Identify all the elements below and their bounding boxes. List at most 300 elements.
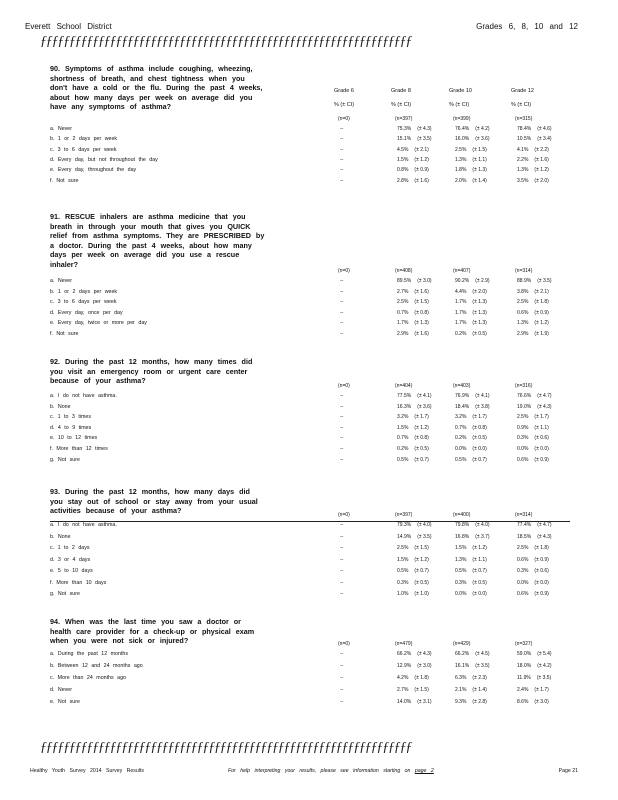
percent-value: 18.5% [517, 533, 532, 540]
result-cell [340, 289, 343, 295]
result-cell [455, 393, 490, 399]
percent-value: -- [340, 591, 344, 597]
result-cell [455, 414, 487, 420]
percent-value: 1.8% [455, 167, 467, 174]
percent-value: -- [340, 446, 344, 452]
answer-option-label: g. Not sure [50, 456, 80, 463]
percent-value: -- [340, 533, 344, 540]
result-cell [340, 126, 343, 132]
confidence-interval: (± 1.1) [472, 556, 487, 563]
question-number: 93. [50, 487, 60, 496]
percent-value: 2.5% [517, 299, 529, 306]
percent-value: 88.9% [517, 278, 532, 284]
confidence-interval: (± 2.3) [472, 675, 487, 681]
result-cell [517, 568, 549, 574]
result-cell [455, 136, 490, 142]
confidence-interval: (± 2.2) [534, 146, 549, 153]
question-text [50, 212, 265, 269]
result-cell [517, 446, 549, 452]
question-text [50, 64, 265, 112]
percent-value: -- [340, 663, 344, 669]
answer-option-label: d. 3 or 4 days [50, 556, 91, 563]
percent-value: 0.6% [517, 556, 529, 563]
percent-value: 2.1% [455, 687, 467, 693]
grades-label: Grades 6, 8, 10 and 12 [476, 22, 578, 31]
result-cell [340, 435, 343, 441]
result-cell [340, 310, 343, 316]
result-cell [455, 320, 487, 326]
confidence-interval: (± 1.7) [534, 687, 549, 693]
percent-value: 18.4% [455, 403, 470, 410]
sample-size: (n=314) [515, 268, 533, 274]
percent-value: 15.1% [397, 136, 412, 143]
answer-option-label: c. 3 to 6 days per week [50, 299, 117, 306]
percent-value: -- [340, 568, 344, 574]
confidence-interval: (± 1.5) [414, 299, 429, 306]
result-cell [397, 136, 432, 142]
footer-help-prefix: For help interpreting your results, please see information starting on [228, 768, 411, 774]
confidence-interval: (± 4.0) [417, 522, 432, 528]
result-cell [517, 591, 549, 597]
confidence-interval: (± 5.4) [537, 651, 552, 657]
confidence-interval: (± 1.2) [414, 156, 429, 163]
answer-option-label: d. 4 to 9 times [50, 424, 92, 431]
footer-survey-title: Healthy Youth Survey 2014 Survey Results [30, 768, 144, 774]
confidence-interval: (± 1.2) [534, 167, 549, 174]
percent-value: 1.5% [455, 545, 467, 551]
question-94 [50, 617, 570, 705]
column-header-stat: % (± CI) [511, 102, 532, 108]
percent-value: 2.5% [517, 545, 529, 551]
answer-option-label: c. 3 to 6 days per week [50, 146, 117, 153]
confidence-interval: (± 2.1) [414, 146, 429, 153]
percent-value: 19.0% [517, 403, 532, 410]
confidence-interval: (± 1.3) [472, 309, 487, 316]
result-cell [517, 534, 552, 540]
result-cell [340, 699, 343, 705]
result-cell [397, 675, 429, 681]
result-cell [397, 699, 432, 705]
confidence-interval: (± 0.5) [472, 435, 487, 442]
percent-value: 90.2% [455, 278, 470, 284]
question-92 [50, 357, 570, 463]
percent-value: 2.5% [455, 146, 467, 153]
result-cell [455, 557, 487, 563]
percent-value: 0.5% [397, 568, 409, 574]
result-cell [517, 147, 549, 153]
percent-value: 2.5% [517, 414, 529, 421]
confidence-interval: (± 1.3) [472, 320, 487, 327]
confidence-interval: (± 3.6) [417, 403, 432, 410]
confidence-interval: (± 1.2) [414, 556, 429, 563]
result-cell [340, 534, 343, 540]
question-number: 90. [50, 64, 60, 73]
result-cell [517, 699, 549, 705]
confidence-interval: (± 0.5) [414, 446, 429, 452]
result-cell [340, 157, 343, 163]
confidence-interval: (± 0.5) [414, 579, 429, 586]
confidence-interval: (± 1.6) [414, 288, 429, 295]
confidence-interval: (± 4.3) [417, 651, 432, 657]
confidence-interval: (± 3.6) [475, 136, 490, 143]
percent-value: 16.0% [455, 136, 470, 143]
confidence-interval: (± 1.0) [414, 591, 429, 597]
answer-option-label: e. 5 to 10 days [50, 568, 93, 574]
percent-value: 0.6% [517, 591, 529, 597]
column-header-grade: Grade 10 [449, 88, 472, 94]
confidence-interval: (± 1.8) [414, 675, 429, 681]
percent-value: 2.0% [455, 177, 467, 184]
answer-option-label: b. None [50, 403, 71, 410]
sample-size: (n=397) [395, 512, 413, 518]
confidence-interval: (± 1.4) [472, 177, 487, 184]
percent-value: 4.5% [397, 146, 409, 153]
result-cell [340, 178, 343, 184]
percent-value: 4.1% [517, 146, 529, 153]
result-cell [397, 147, 429, 153]
confidence-interval: (± 0.6) [534, 435, 549, 442]
percent-value: 1.7% [397, 320, 409, 327]
result-cell [455, 404, 490, 410]
result-cell [397, 557, 429, 563]
percent-value: 2.9% [397, 331, 409, 337]
percent-value: 0.9% [517, 424, 529, 431]
confidence-interval: (± 1.3) [414, 320, 429, 327]
percent-value: 1.5% [397, 156, 409, 163]
confidence-interval: (± 4.2) [475, 126, 490, 132]
sample-size: (n=314) [515, 512, 533, 518]
column-header-stat: % (± CI) [449, 102, 470, 108]
result-cell [517, 557, 549, 563]
result-cell [340, 299, 343, 305]
confidence-interval: (± 4.2) [537, 663, 552, 669]
confidence-interval: (± 4.6) [537, 126, 552, 132]
sample-size: (n=400) [453, 512, 471, 518]
confidence-interval: (± 2.1) [534, 288, 549, 295]
confidence-interval: (± 3.5) [417, 533, 432, 540]
result-cell [397, 568, 429, 574]
result-cell [455, 580, 487, 586]
question-text [50, 357, 265, 386]
question-text [50, 617, 265, 646]
result-cell [397, 331, 429, 337]
result-cell [517, 157, 549, 163]
result-cell [517, 687, 549, 693]
result-cell [455, 278, 490, 284]
percent-value: 0.8% [397, 167, 409, 174]
question-body: When was the last time you saw a doctor or health care provider for a check-up or physical exam when you were not sick or injured? [50, 617, 255, 645]
result-cell [455, 675, 487, 681]
percent-value: 0.3% [397, 579, 409, 586]
result-cell [397, 178, 429, 184]
confidence-interval: (± 3.5) [475, 663, 490, 669]
percent-value: 4.2% [397, 675, 409, 681]
confidence-interval: (± 4.7) [537, 522, 552, 528]
result-cell [397, 393, 432, 399]
percent-value: 2.2% [517, 156, 529, 163]
percent-value: 0.5% [455, 456, 467, 463]
percent-value: -- [340, 699, 344, 705]
percent-value: 77.5% [397, 393, 412, 399]
result-cell [455, 522, 490, 528]
result-cell [340, 580, 343, 586]
percent-value: -- [340, 299, 344, 306]
sample-size: (n=316) [515, 383, 533, 389]
answer-option-label: b. 1 or 2 days per week [50, 288, 118, 295]
answer-option-label: b. Between 12 and 24 months ago [50, 663, 143, 669]
result-cell [397, 404, 432, 410]
result-cell [340, 425, 343, 431]
result-cell [517, 289, 549, 295]
question-body: RESCUE inhalers are asthma medicine that you breath in through your mouth that gives you QUICK relief from asthma symptoms. They are PRESCRIBED by a doctor. During the past 4 weeks, about how many days per week on average did you use a rescue inhaler? [50, 212, 265, 269]
result-cell [517, 178, 549, 184]
result-cell [340, 457, 343, 463]
column-header-stat: % (± CI) [391, 102, 412, 108]
sample-size: (n=315) [515, 116, 533, 122]
result-cell [517, 435, 549, 441]
percent-value: -- [340, 424, 344, 431]
result-cell [340, 331, 343, 337]
result-cell [397, 446, 429, 452]
result-cell [517, 167, 549, 173]
percent-value: 1.3% [455, 556, 467, 563]
sample-size: (n=0) [338, 116, 350, 122]
district-name: Everett School District [25, 22, 112, 31]
percent-value: 9.3% [455, 699, 467, 705]
confidence-interval: (± 1.4) [472, 687, 487, 693]
question-body: During the past 12 months, how many times did you visit an emergency room or urgent care center because of your asthma? [50, 357, 253, 385]
answer-option-label: e. Every day, throughout the day [50, 167, 137, 174]
confidence-interval: (± 0.5) [472, 331, 487, 337]
percent-value: 1.5% [397, 424, 409, 431]
answer-option-label: c. 1 to 3 times [50, 414, 91, 421]
confidence-interval: (± 3.5) [536, 675, 552, 681]
sample-size: (n=0) [338, 641, 350, 647]
confidence-interval: (± 0.0) [472, 446, 487, 452]
confidence-interval: (± 0.0) [534, 446, 549, 452]
question-number: 92. [50, 357, 60, 366]
result-cell [397, 425, 429, 431]
percent-value: -- [340, 556, 344, 563]
result-cell [455, 651, 490, 657]
percent-value: -- [340, 393, 344, 399]
divider-line [50, 521, 570, 522]
sample-size: (n=408) [395, 268, 413, 274]
answer-option-label: f. More than 10 days [50, 579, 107, 586]
confidence-interval: (± 1.5) [414, 687, 429, 693]
percent-value: -- [340, 309, 344, 316]
result-cell [517, 651, 552, 657]
result-cell [397, 320, 429, 326]
result-cell [455, 568, 487, 574]
result-cell [340, 278, 343, 284]
percent-value: 1.3% [517, 167, 529, 174]
result-cell [455, 591, 487, 597]
percent-value: 6.3% [455, 675, 467, 681]
result-cell [517, 393, 552, 399]
percent-value: -- [340, 156, 344, 163]
result-cell [517, 126, 552, 132]
answer-option-label: e. Not sure [50, 699, 80, 705]
question-text [50, 487, 265, 516]
percent-value: 77.4% [517, 522, 532, 528]
sample-size: (n=0) [338, 512, 350, 518]
result-cell [340, 393, 343, 399]
sample-size: (n=407) [453, 268, 471, 274]
result-cell [455, 446, 487, 452]
answer-option-label: a. I do not have asthma. [50, 393, 117, 399]
result-cell [455, 289, 487, 295]
result-cell [397, 663, 432, 669]
confidence-interval: (± 2.9) [475, 278, 490, 284]
footer-page-link[interactable]: page 2 [414, 768, 434, 774]
percent-value: -- [340, 675, 344, 681]
footer-page-number: Page 21 [558, 768, 578, 774]
confidence-interval: (± 1.2) [534, 320, 549, 327]
percent-value: -- [340, 126, 344, 132]
percent-value: -- [340, 177, 344, 184]
result-cell [455, 331, 487, 337]
result-cell [397, 167, 429, 173]
percent-value: 2.5% [397, 545, 409, 551]
percent-value: 1.7% [455, 299, 467, 306]
sample-size: (n=403) [453, 383, 471, 389]
percent-value: 0.0% [455, 446, 467, 452]
percent-value: 8.6% [517, 699, 529, 705]
confidence-interval: (± 1.8) [534, 299, 549, 306]
confidence-interval: (± 3.4) [537, 136, 552, 143]
percent-value: -- [340, 456, 344, 463]
percent-value: 12.9% [397, 663, 412, 669]
result-cell [340, 687, 343, 693]
percent-value: 0.0% [517, 579, 529, 586]
percent-value: 1.0% [397, 591, 409, 597]
sample-size: (n=479) [395, 641, 413, 647]
confidence-interval: (± 0.7) [472, 456, 487, 463]
confidence-interval: (± 3.1) [417, 699, 432, 705]
column-header-stat: % (± CI) [334, 102, 355, 108]
confidence-interval: (± 1.2) [472, 545, 487, 551]
confidence-interval: (± 1.6) [534, 156, 549, 163]
confidence-interval: (± 1.1) [534, 424, 549, 431]
answer-option-label: e. Every day, twice or more per day [50, 320, 147, 327]
percent-value: 1.5% [397, 556, 409, 563]
percent-value: 0.6% [517, 456, 529, 463]
sample-size: (n=0) [338, 268, 350, 274]
percent-value: -- [340, 403, 344, 410]
result-cell [517, 425, 549, 431]
result-cell [517, 299, 549, 305]
result-cell [397, 534, 432, 540]
percent-value: 11.9% [517, 675, 531, 681]
percent-value: 0.3% [517, 568, 529, 574]
column-header-grade: Grade 8 [391, 88, 411, 94]
confidence-interval: (± 2.0) [534, 177, 549, 184]
percent-value: 16.1% [455, 663, 470, 669]
result-cell [340, 568, 343, 574]
confidence-interval: (± 1.1) [472, 156, 487, 163]
confidence-interval: (± 3.5) [417, 136, 432, 143]
result-cell [340, 522, 343, 528]
result-cell [340, 320, 343, 326]
percent-value: 0.0% [455, 591, 467, 597]
result-cell [397, 457, 429, 463]
percent-value: -- [340, 331, 344, 337]
result-cell [340, 446, 343, 452]
result-cell [455, 435, 487, 441]
result-cell [455, 157, 487, 163]
column-header-grade: Grade 6 [334, 88, 354, 94]
header-rule: ƒƒƒƒƒƒƒƒƒƒƒƒƒƒƒƒƒƒƒƒƒƒƒƒƒƒƒƒƒƒƒƒƒƒƒƒƒƒƒƒƒƒƒƒƒƒƒƒƒƒƒƒƒƒƒƒƒƒƒƒƒƒƒƒ [40, 34, 412, 49]
confidence-interval: (± 0.8) [414, 435, 429, 442]
answer-option-label: f. Not sure [50, 331, 79, 337]
percent-value: 66.2% [455, 651, 470, 657]
confidence-interval: (± 0.5) [472, 579, 487, 586]
result-cell [397, 651, 432, 657]
percent-value: 1.7% [455, 320, 467, 327]
confidence-interval: (± 1.7) [414, 414, 429, 421]
answer-option-label: c. More than 24 months ago [50, 675, 126, 681]
percent-value: -- [340, 278, 344, 284]
confidence-interval: (± 1.2) [414, 424, 429, 431]
confidence-interval: (± 0.0) [472, 591, 487, 597]
percent-value: -- [340, 320, 344, 327]
percent-value: 3.2% [455, 414, 467, 421]
answer-option-label: f. More than 12 times [50, 446, 108, 452]
result-cell [517, 414, 549, 420]
result-cell [340, 663, 343, 669]
percent-value: 0.6% [517, 309, 529, 316]
confidence-interval: (± 4.0) [475, 522, 490, 528]
confidence-interval: (± 1.5) [472, 146, 487, 153]
percent-value: -- [340, 288, 344, 295]
confidence-interval: (± 3.0) [534, 699, 549, 705]
percent-value: 78.4% [517, 126, 532, 132]
percent-value: 89.5% [397, 278, 412, 284]
question-body: Symptoms of asthma include coughing, wheezing, shortness of breath, and chest tightness when you don't have a cold or the flu. During the past 4 weeks, about how many days per week on average did you have any symptoms of asthma? [50, 64, 263, 111]
result-cell [455, 299, 487, 305]
percent-value: 2.9% [517, 331, 529, 337]
percent-value: 0.7% [397, 309, 409, 316]
confidence-interval: (± 3.8) [475, 403, 490, 410]
result-cell [455, 699, 487, 705]
sample-size: (n=327) [515, 641, 533, 647]
confidence-interval: (± 4.1) [417, 393, 432, 399]
confidence-interval: (± 1.3) [472, 299, 487, 306]
confidence-interval: (± 1.6) [414, 177, 429, 184]
confidence-interval: (± 3.7) [475, 533, 490, 540]
confidence-interval: (± 2.0) [472, 288, 487, 295]
result-cell [340, 136, 343, 142]
confidence-interval: (± 1.8) [534, 545, 549, 551]
sample-size: (n=397) [395, 116, 413, 122]
result-cell [397, 687, 429, 693]
confidence-interval: (± 0.9) [534, 456, 549, 463]
percent-value: 0.7% [455, 424, 467, 431]
answer-option-label: a. Never [50, 278, 73, 284]
confidence-interval: (± 0.9) [534, 591, 549, 597]
confidence-interval: (± 0.8) [472, 424, 487, 431]
confidence-interval: (± 0.7) [472, 568, 487, 574]
sample-size: (n=399) [453, 116, 471, 122]
result-cell [455, 663, 490, 669]
percent-value: 3.5% [517, 177, 529, 184]
percent-value: -- [340, 687, 344, 693]
result-cell [340, 675, 343, 681]
result-cell [517, 675, 551, 681]
result-cell [517, 278, 552, 284]
confidence-interval: (± 1.6) [414, 331, 429, 337]
